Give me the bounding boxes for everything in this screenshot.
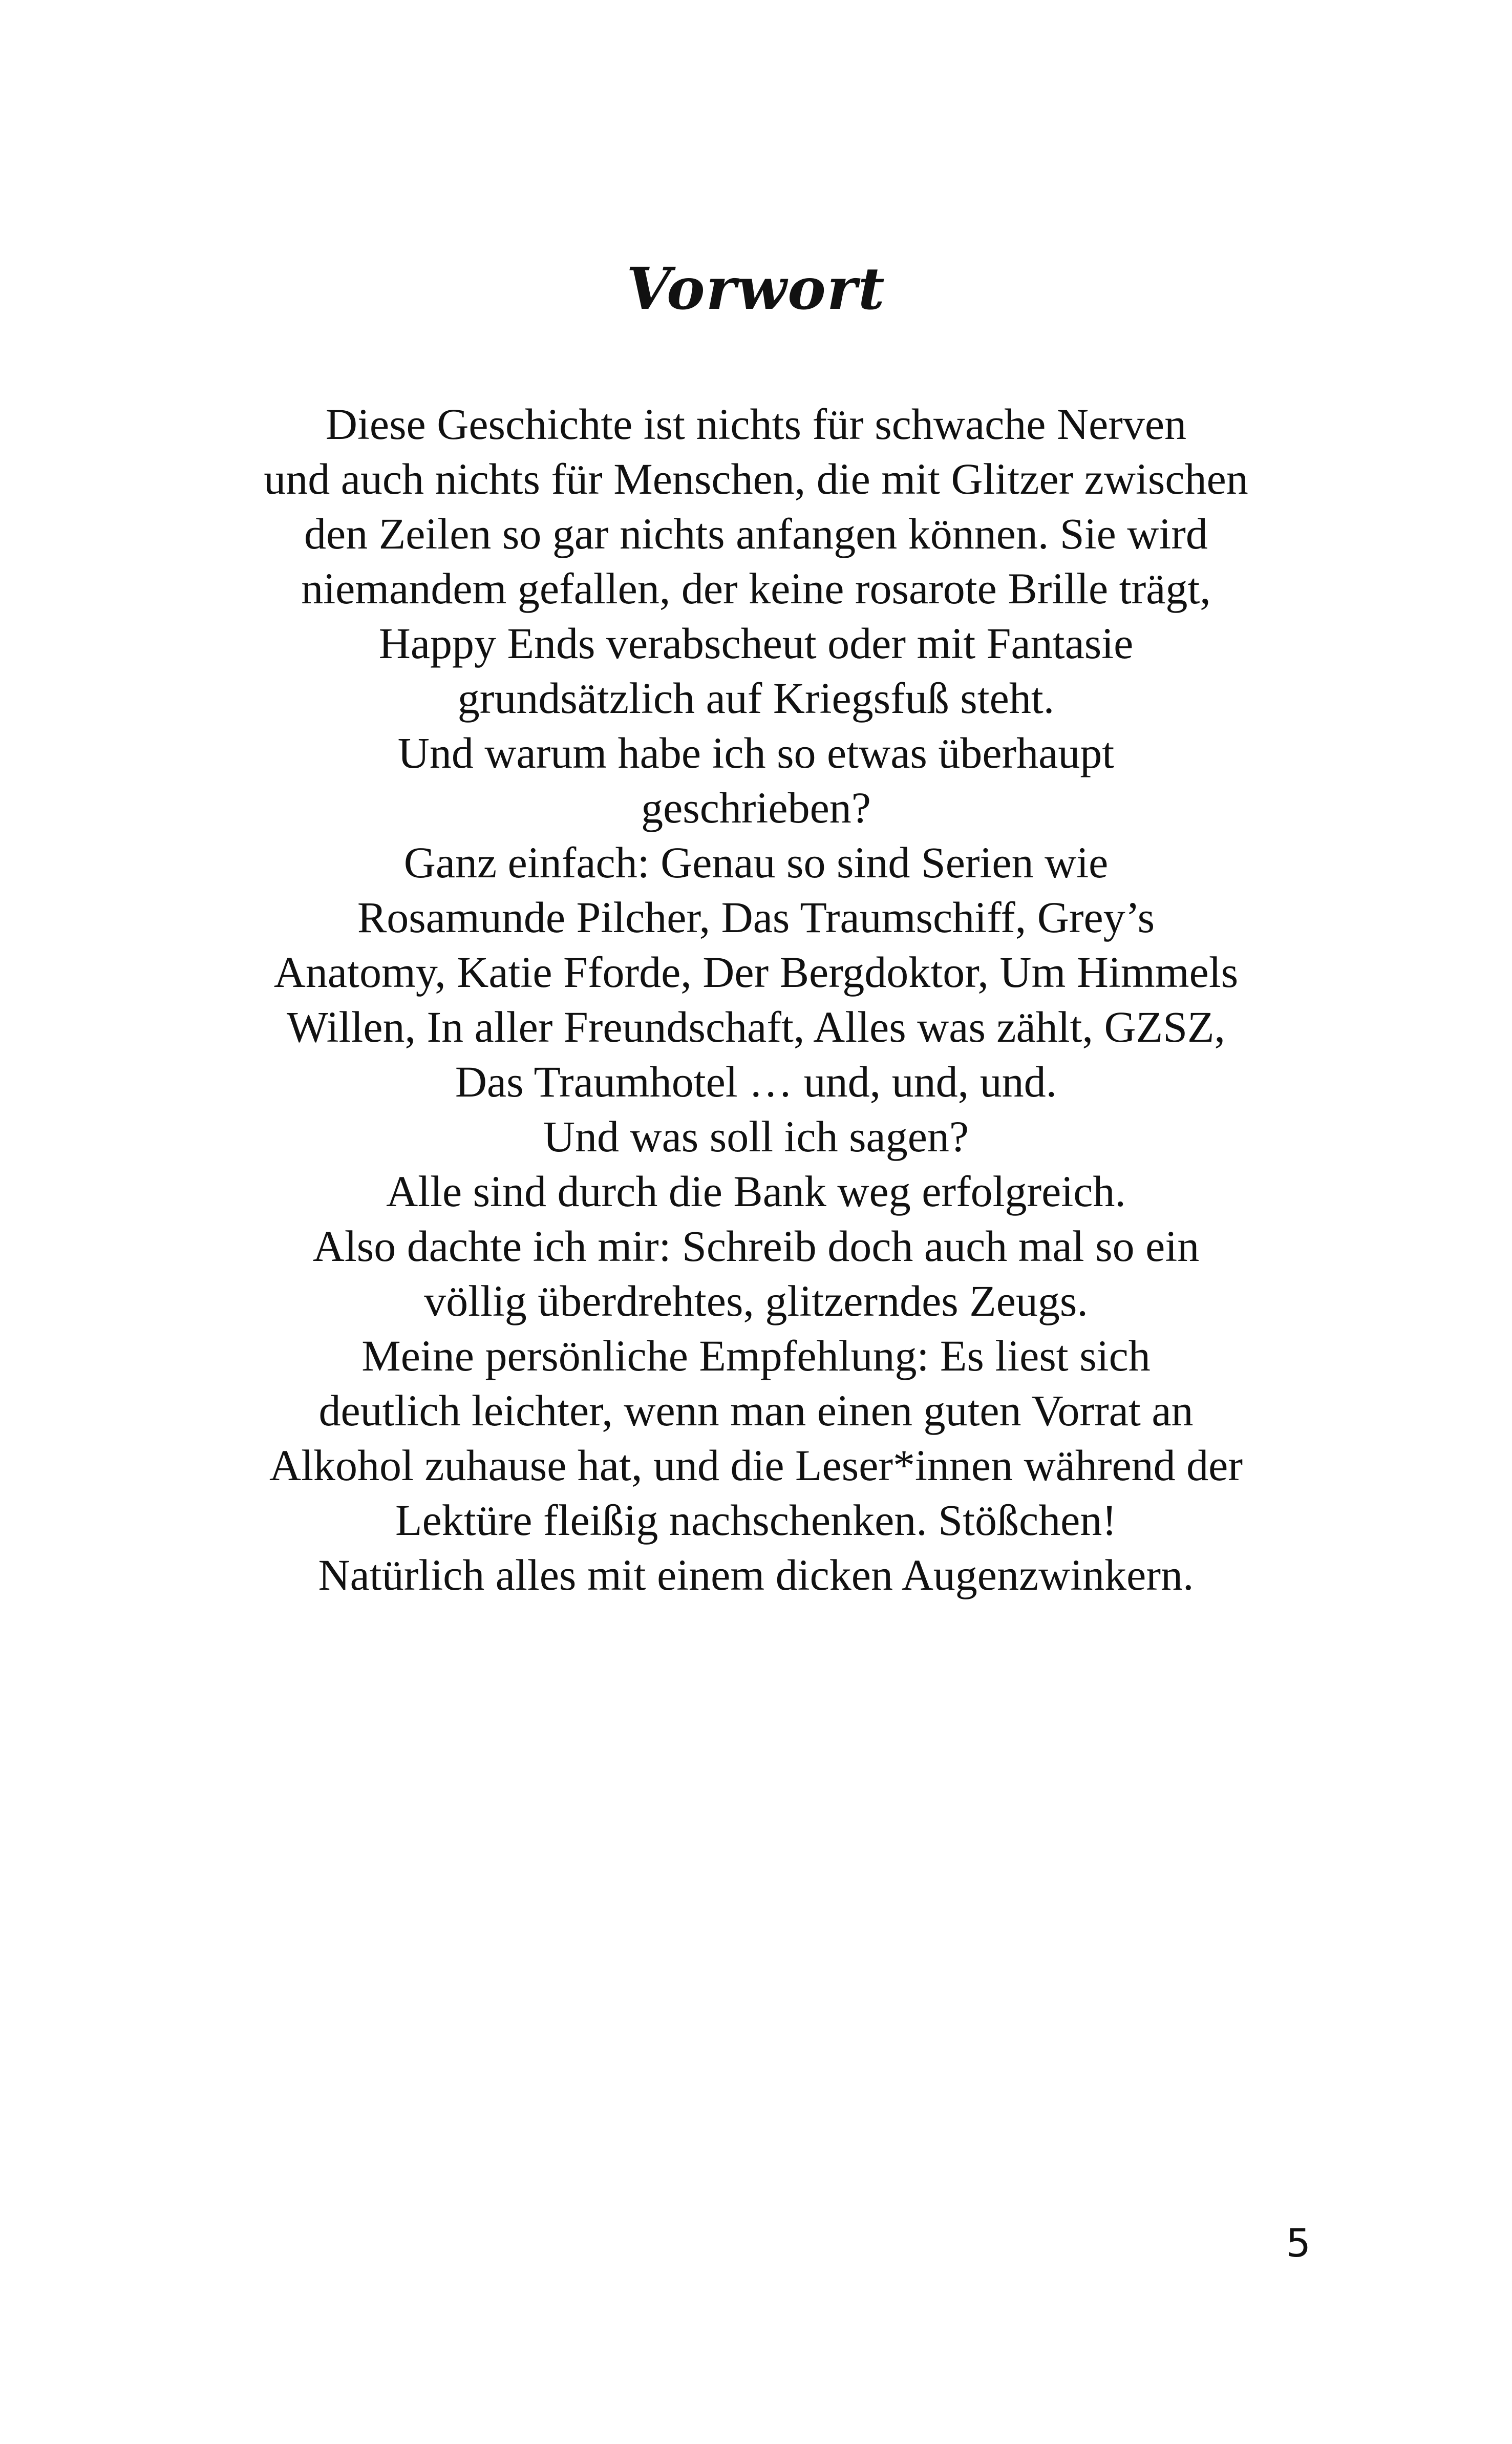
text-line: und auch nichts für Menschen, die mit Glitzer zwischen: [264, 454, 1248, 503]
text-line: Alkohol zuhause hat, und die Leser*innen während der: [269, 1441, 1243, 1490]
text-line: Rosamunde Pilcher, Das Traumschiff, Grey’s: [357, 893, 1155, 942]
text-line: deutlich leichter, wenn man einen guten Vorrat an: [318, 1386, 1194, 1435]
chapter-title: Vorwort: [626, 256, 886, 323]
text-line: Also dachte ich mir: Schreib doch auch mal so ein: [312, 1221, 1200, 1271]
text-line: den Zeilen so gar nichts anfangen können. Sie wird: [304, 509, 1208, 558]
text-line: Meine persönliche Empfehlung: Es liest sich: [361, 1331, 1151, 1380]
text-line: Anatomy, Katie Fforde, Der Bergdoktor, Um Himmels: [273, 947, 1239, 997]
text-line: Das Traumhotel … und, und, und.: [455, 1057, 1057, 1106]
text-line: geschrieben?: [641, 783, 871, 832]
text-line: Happy Ends verabscheut oder mit Fantasie: [378, 619, 1134, 668]
page-number: 5: [1286, 2220, 1311, 2266]
text-line: niemandem gefallen, der keine rosarote Brille trägt,: [301, 564, 1211, 613]
text-line: Und warum habe ich so etwas überhaupt: [397, 728, 1115, 777]
text-line: grundsätzlich auf Kriegsfuß steht.: [457, 673, 1055, 723]
text-line: völlig überdrehtes, glitzerndes Zeugs.: [424, 1276, 1088, 1325]
text-line: Ganz einfach: Genau so sind Serien wie: [403, 838, 1109, 887]
text-line: Lektüre fleißig nachschenken. Stößchen!: [395, 1495, 1117, 1545]
text-line: Und was soll ich sagen?: [543, 1112, 969, 1161]
text-line: Natürlich alles mit einem dicken Augenzwinkern.: [318, 1550, 1194, 1599]
preface-text: [205, 397, 1307, 1603]
text-line: Diese Geschichte ist nichts für schwache Nerven: [325, 399, 1187, 449]
text-line: Alle sind durch die Bank weg erfolgreich.: [386, 1167, 1126, 1216]
text-line: Willen, In aller Freundschaft, Alles was zählt, GZSZ,: [286, 1002, 1226, 1051]
